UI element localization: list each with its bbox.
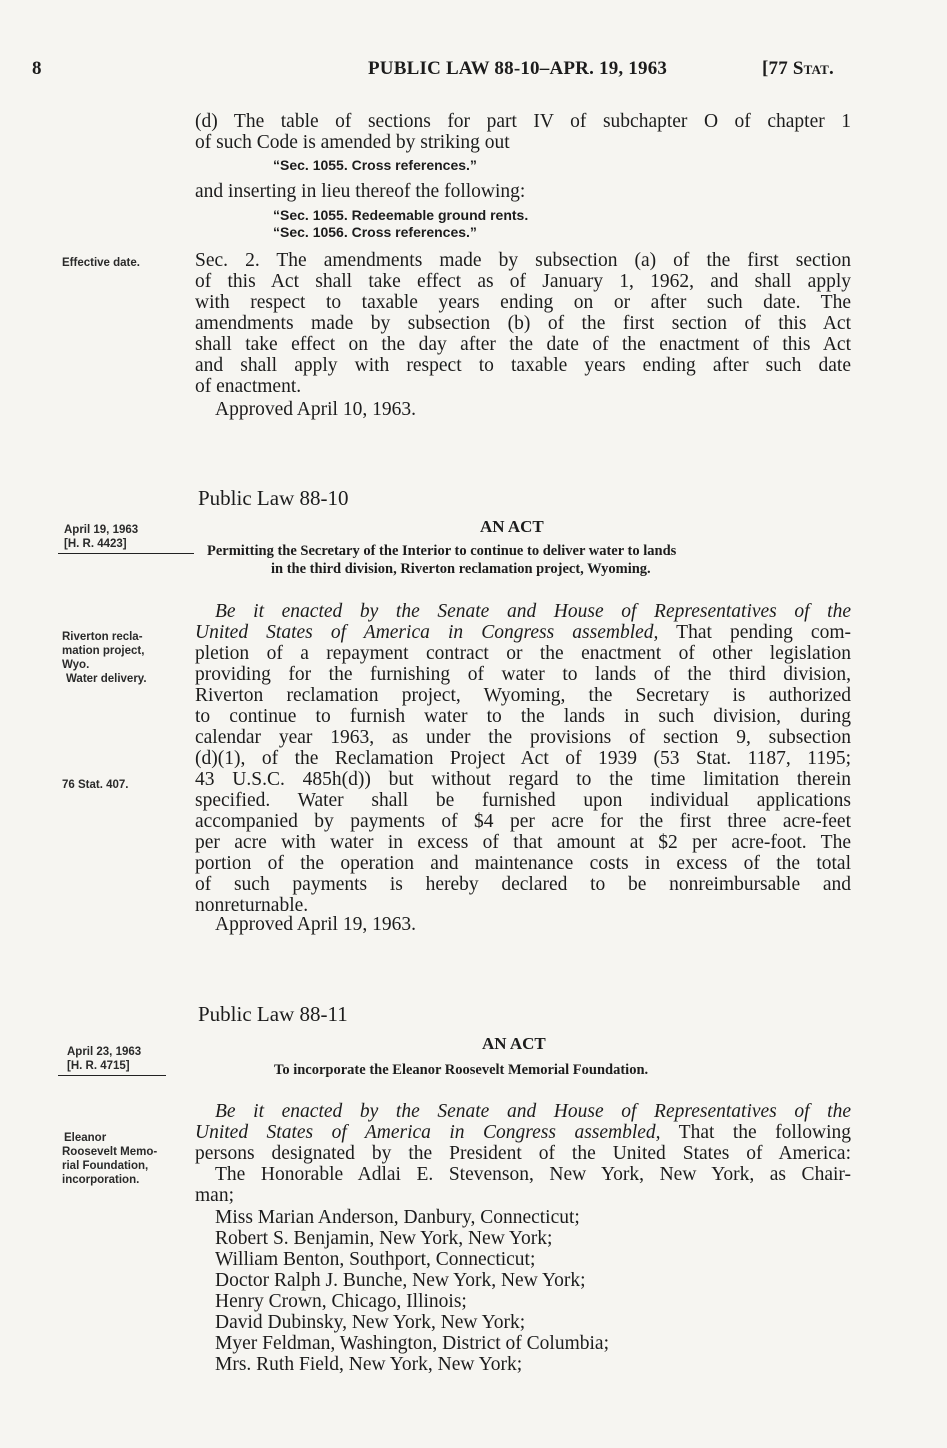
person-list-item: David Dubinsky, New York, New York; <box>215 1312 526 1333</box>
margin-note-effective-date: Effective date. <box>62 257 140 269</box>
margin-note-riverton-4: Water delivery. <box>66 673 147 685</box>
quoted-section-1056: “Sec. 1056. Cross references.” <box>273 224 477 240</box>
page-number: 8 <box>32 58 42 79</box>
margin-note-eleanor-3: rial Foundation, <box>62 1160 149 1172</box>
law-88-10-act-label: AN ACT <box>480 517 544 536</box>
person-list-item: Miss Marian Anderson, Danbury, Connecticut; <box>215 1207 580 1228</box>
margin-note-stat-citation: 76 Stat. 407. <box>62 779 129 791</box>
part-d-inserting: and inserting in lieu thereof the following: <box>195 181 526 202</box>
sec2-line-3: with respect to taxable years ending on or after such date. The <box>195 292 851 313</box>
law-88-10-line-13: of such payments is hereby declared to be nonreimbursable and <box>195 874 851 895</box>
margin-note-eleanor-1: Eleanor <box>64 1132 107 1144</box>
law-88-10-line-8: 43 U.S.C. 485h(d)) but without regard to the time limitation therein <box>195 769 851 790</box>
sec2-line-5: shall take effect on the day after the date of the enactment of this Act <box>195 334 851 355</box>
law-88-10-line-11: per acre with water in excess of that amount at $2 per acre-foot. The <box>195 832 851 853</box>
law-88-11-title: Public Law 88-11 <box>198 1002 348 1026</box>
law-88-10-line-4: Riverton reclamation project, Wyoming, the Secretary is authorized <box>195 685 851 706</box>
sec2-line-1: Sec. 2. The amendments made by subsection (a) of the first section <box>195 250 851 271</box>
part-d-line-1: (d) The table of sections for part IV of subchapter O of chapter 1 <box>195 111 851 132</box>
law-88-11-date: April 23, 1963 <box>67 1046 142 1058</box>
margin-rule <box>58 553 194 554</box>
law-88-10-date: April 19, 1963 <box>64 524 139 536</box>
person-list-item: Myer Feldman, Washington, District of Columbia; <box>215 1333 609 1354</box>
quoted-section-1055: “Sec. 1055. Cross references.” <box>273 157 477 173</box>
person-list-item: Doctor Ralph J. Bunche, New York, New York; <box>215 1270 586 1291</box>
law-88-10-line-3: providing for the furnishing of water to lands of the third division, <box>195 664 851 685</box>
law-88-10-line-14: nonreturnable. <box>195 895 309 916</box>
volume-citation: [77 Stat. <box>762 58 834 79</box>
person-list-item: Henry Crown, Chicago, Illinois; <box>215 1291 467 1312</box>
law-88-11-act-label: AN ACT <box>482 1034 546 1053</box>
law-88-11-caption: To incorporate the Eleanor Roosevelt Memorial Foundation. <box>274 1062 649 1078</box>
law-88-10-enacting-clause: Be it enacted by the Senate and House of Representatives of the <box>215 601 851 622</box>
law-88-11-line-3: The Honorable Adlai E. Stevenson, New York, New York, as Chair- <box>215 1164 851 1185</box>
law-88-11-line-4: man; <box>195 1185 234 1206</box>
person-list-item: Mrs. Ruth Field, New York, New York; <box>215 1354 523 1375</box>
law-88-10-line-5: to continue to furnish water to the lands in such division, during <box>195 706 851 727</box>
sec2-approved: Approved April 10, 1963. <box>215 399 416 420</box>
sec2-line-7: of enactment. <box>195 376 302 397</box>
margin-note-riverton-1: Riverton recla- <box>62 631 143 643</box>
person-list-item: Robert S. Benjamin, New York, New York; <box>215 1228 553 1249</box>
law-88-10-caption-line-1: Permitting the Secretary of the Interior to continue to deliver water to lands <box>207 543 677 559</box>
margin-note-riverton-2: mation project, <box>62 645 145 657</box>
law-88-10-line-6: calendar year 1963, as under the provisions of section 9, subsection <box>195 727 851 748</box>
law-88-10-caption-line-2: in the third division, Riverton reclamation project, Wyoming. <box>271 561 651 577</box>
margin-rule <box>58 1075 166 1076</box>
quoted-section-1055-new: “Sec. 1055. Redeemable ground rents. <box>273 207 529 223</box>
law-88-10-title: Public Law 88-10 <box>198 486 349 510</box>
law-88-10-line-1: United States of America in Congress assembled, That pending com- <box>195 622 851 643</box>
sec2-line-2: of this Act shall take effect as of January 1, 1962, and shall apply <box>195 271 851 292</box>
law-88-10-line-9: specified. Water shall be furnished upon individual applications <box>195 790 851 811</box>
sec2-line-6: and shall apply with respect to taxable years ending after such date <box>195 355 851 376</box>
part-d-line-2: of such Code is amended by striking out <box>195 132 510 153</box>
law-88-11-line-2: persons designated by the President of the United States of America: <box>195 1143 851 1164</box>
margin-note-eleanor-2: Roosevelt Memo- <box>62 1146 158 1158</box>
law-88-10-bill-number: [H. R. 4423] <box>64 538 127 550</box>
law-88-10-line-12: portion of the operation and maintenance costs in excess of the total <box>195 853 851 874</box>
running-head: PUBLIC LAW 88-10–APR. 19, 1963 <box>368 58 668 79</box>
law-88-10-approved: Approved April 19, 1963. <box>215 914 416 935</box>
sec2-line-4: amendments made by subsection (b) of the first section of this Act <box>195 313 851 334</box>
law-88-10-line-10: accompanied by payments of $4 per acre for the first three acre-feet <box>195 811 851 832</box>
law-88-10-line-7: (d)(1), of the Reclamation Project Act of 1939 (53 Stat. 1187, 1195; <box>195 748 851 769</box>
person-list-item: William Benton, Southport, Connecticut; <box>215 1249 536 1270</box>
margin-note-riverton-3: Wyo. <box>62 659 90 671</box>
law-88-11-enacting-clause: Be it enacted by the Senate and House of Representatives of the <box>215 1101 851 1122</box>
margin-note-eleanor-4: incorporation. <box>62 1174 140 1186</box>
law-88-11-bill-number: [H. R. 4715] <box>67 1060 130 1072</box>
law-88-11-line-1: United States of America in Congress assembled, That the following <box>195 1122 851 1143</box>
law-88-10-line-2: pletion of a repayment contract or the enactment of other legislation <box>195 643 851 664</box>
